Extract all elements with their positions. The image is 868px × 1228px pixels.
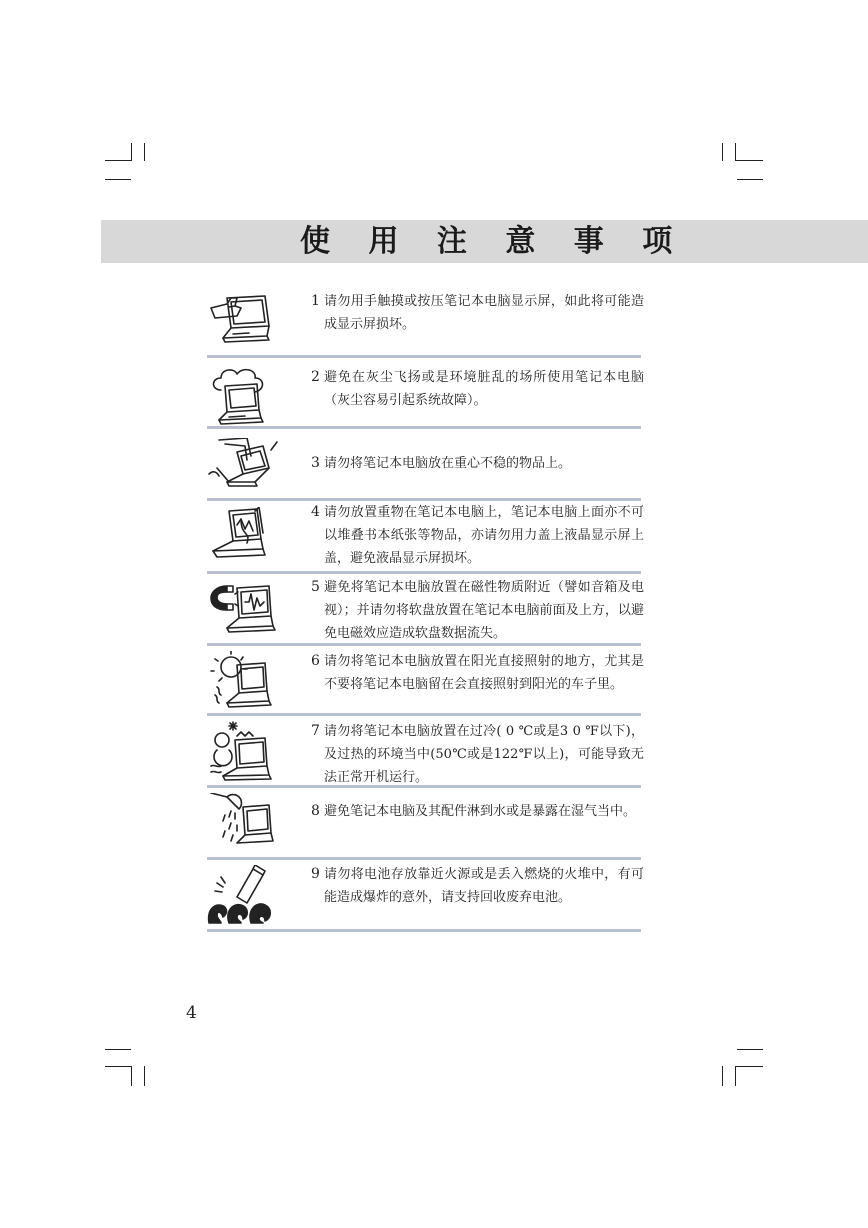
- divider: [207, 713, 641, 716]
- item-text: 避免笔记本电脑及其配件淋到水或是暴露在湿气当中。: [324, 804, 637, 819]
- magnet-laptop-icon: [207, 582, 281, 644]
- crop-mark: [735, 160, 763, 161]
- item-text: 避免将笔记本电脑放置在磁性物质附近（譬如音箱及电视）；并请勿将软盘放置在笔记本电脑前面及上方，以避免电磁效应造成软盘数据流失。: [324, 580, 644, 641]
- crop-mark: [131, 143, 132, 161]
- item-text: 请勿用手触摸或按压笔记本电脑显示屏，如此将可能造成显示屏损坏。: [324, 294, 644, 332]
- divider: [207, 857, 641, 860]
- heavy-object-laptop-icon: [207, 507, 281, 569]
- crop-mark: [105, 1066, 131, 1067]
- finger-press-screen-icon: [207, 290, 281, 352]
- crop-mark: [105, 1049, 131, 1050]
- crop-mark: [737, 179, 763, 180]
- crop-mark: [735, 143, 736, 161]
- crop-mark: [735, 1066, 736, 1086]
- item-number: 6: [311, 653, 320, 669]
- unstable-laptop-icon: [207, 438, 281, 500]
- crop-mark: [144, 143, 145, 161]
- crop-mark: [737, 1049, 763, 1050]
- item-text: 请勿将笔记本电脑放在重心不稳的物品上。: [324, 456, 572, 471]
- divider: [207, 571, 641, 574]
- crop-mark: [131, 1066, 132, 1086]
- item-text: 避免在灰尘飞扬或是环境脏乱的场所使用笔记本电脑（灰尘容易引起系统故障）。: [324, 370, 644, 408]
- crop-mark: [722, 1066, 723, 1086]
- divider: [207, 355, 641, 358]
- item-number: 7: [311, 723, 320, 739]
- divider: [207, 426, 641, 429]
- divider: [207, 643, 641, 646]
- temperature-laptop-icon: [207, 720, 281, 782]
- item-text: 请勿将笔记本电脑放置在阳光直接照射的地方，尤其是不要将笔记本电脑留在会直接照射到阳光的车子里。: [324, 654, 644, 692]
- item-number: 5: [311, 579, 320, 595]
- item-text: 请勿将笔记本电脑放置在过冷( 0 ℃或是3 0 ℉以下)，及过热的环境当中(50℃或是122℉以上)，可能导致无法正常开机运行。: [324, 724, 644, 785]
- item-number: 1: [311, 293, 320, 309]
- item-number: 3: [311, 455, 320, 471]
- item-text: 请勿放置重物在笔记本电脑上，笔记本电脑上面亦不可以堆叠书本纸张等物品，亦请勿用力盖上液晶显示屏上盖，避免液晶显示屏损坏。: [324, 505, 644, 566]
- item-text: 请勿将电池存放靠近火源或是丢入燃烧的火堆中，有可能造成爆炸的意外，请支持回收废弃电池。: [324, 867, 644, 905]
- crop-mark: [722, 143, 723, 161]
- sun-laptop-icon: [207, 651, 281, 713]
- crop-mark: [105, 179, 131, 180]
- divider: [207, 929, 641, 932]
- crop-mark: [144, 1066, 145, 1086]
- page-number: 4: [186, 1003, 197, 1023]
- crop-mark: [735, 1066, 763, 1067]
- item-number: 8: [311, 803, 320, 819]
- item-number: 2: [311, 369, 320, 385]
- item-number: 4: [311, 504, 320, 520]
- divider: [207, 785, 641, 788]
- battery-fire-icon: [207, 865, 281, 927]
- water-shower-laptop-icon: [207, 793, 281, 855]
- dust-cloud-laptop-icon: [207, 366, 281, 428]
- item-number: 9: [311, 866, 320, 882]
- crop-mark: [105, 160, 131, 161]
- page-title: 使 用 注 意 事 项: [300, 224, 687, 259]
